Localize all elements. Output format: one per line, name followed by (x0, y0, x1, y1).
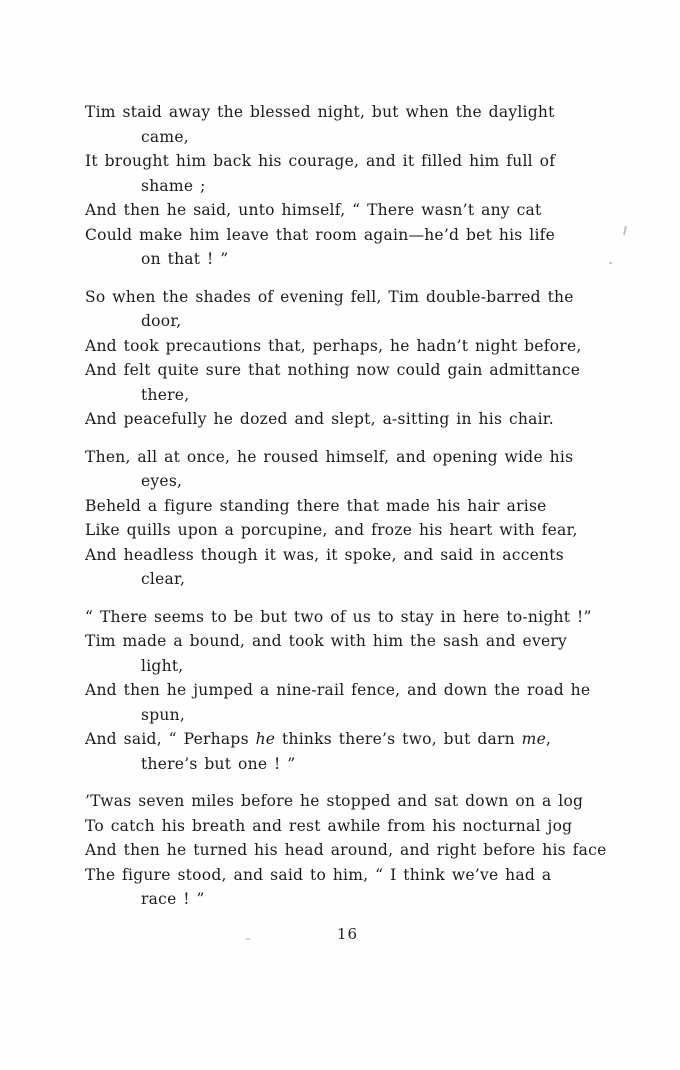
poem-line: there’s but one ! ” (141, 754, 296, 773)
poem-line: To catch his breath and rest awhile from his nocturnal jog (85, 816, 573, 835)
poem-line: on that ! ” (141, 250, 229, 268)
poem-line: Then, all at once, he roused himself, and opening wide his (85, 447, 574, 466)
poem-line: clear, (141, 570, 186, 588)
poem-line: Could make him leave that room again—he’d bet his life (85, 225, 556, 244)
poem-line: race ! ” (141, 890, 205, 908)
poem-line: And then he turned his head around, and right before his face (85, 841, 607, 859)
poem-line: light, (141, 656, 184, 675)
poem-line: there, (141, 385, 190, 404)
poem-line: shame ; (141, 176, 206, 195)
stanza (85, 789, 610, 912)
stanza (85, 285, 610, 432)
poem-line: Beheld a figure standing there that made his hair arise (85, 496, 547, 515)
stanza (85, 605, 610, 777)
poem-line: So when the shades of evening fell, Tim double-barred the (85, 287, 574, 306)
poem-line: Tim made a bound, and took with him the sash and every (85, 632, 568, 650)
stanza (85, 445, 610, 592)
poem-line: And peacefully he dozed and slept, a-sitting in his chair. (85, 410, 554, 428)
poem-line: Tim staid away the blessed night, but when the daylight (85, 103, 555, 121)
poem-line: door, (141, 312, 182, 330)
poem-line: And then he jumped a nine-rail fence, and down the road he (85, 681, 591, 699)
poem-line: came, (141, 127, 189, 146)
poem (85, 100, 610, 912)
scan-artifact (609, 262, 612, 264)
poem-line: And said, “ Perhaps he thinks there’s two, but darn me, (85, 730, 552, 748)
poem-line: spun, (141, 705, 186, 724)
scan-artifact (246, 938, 250, 940)
poem-line: And took precautions that, perhaps, he hadn’t night before, (85, 336, 582, 355)
poem-line: eyes, (141, 472, 183, 490)
poem-line: And then he said, unto himself, “ There wasn’t any cat (85, 201, 542, 219)
scan-artifact (623, 226, 627, 235)
poem-line: It brought him back his courage, and it filled him full of (85, 152, 556, 170)
poem-line: Like quills upon a porcupine, and froze his heart with fear, (85, 521, 578, 539)
poem-line: The figure stood, and said to him, “ I think we’ve had a (85, 865, 552, 884)
poem-line: And felt quite sure that nothing now could gain admittance (85, 361, 581, 379)
poem-line: And headless though it was, it spoke, and said in accents (85, 545, 564, 564)
page-number: 16 (336, 924, 359, 943)
poem-line: “ There seems to be but two of us to stay in here to-night !” (85, 607, 592, 626)
poem-line: ’Twas seven miles before he stopped and sat down on a log (85, 792, 584, 810)
stanza (85, 100, 610, 272)
